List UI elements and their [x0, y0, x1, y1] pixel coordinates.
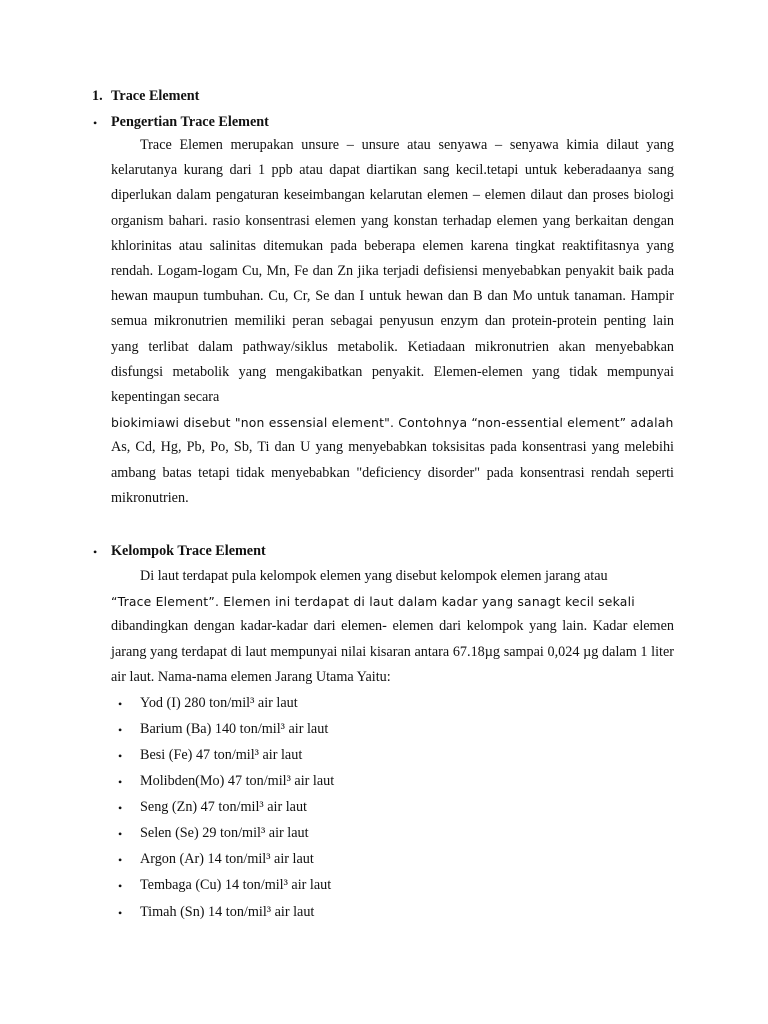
heading-title: Trace Element: [111, 88, 200, 104]
list-item: Molibden(Mo) 47 ton/mil³ air laut: [140, 773, 335, 789]
section1-paragraph-a: Trace Elemen merupakan unsure – unsure atau senyawa – senyawa kimia dilaut yang kelarutanya kurang dari 1 ppb atau dapat diartikan sang kecil.tetapi untuk keberadaanya sang diperlukan dalam pengaturan keseimbangan kelarutan elemen – elemen dilaut dan proses biologi organism bahari. rasio konsentrasi elemen yang konstan terhadap elemen yang berkaitan dengan khlorinitas atau salinitas ditemukan pada beberapa elemen karena tingkat reaktifitasnya yang rendah. Logam-logam Cu, Mn, Fe dan Zn jika terjadi defisiensi menyebabkan penyakit baik pada hewan maupun tumbuhan. Cu, Cr, Se dan I untuk hewan dan B dan Mo untuk tanaman. Hampir semua mikronutrien memiliki peran sebagai penyusun enzym dan protein-protein penting lain yang terlibat dalam pathway/siklus metabolik. Ketiadaan mikronutrien akan menyebabkan disfungsi metabolik yang mengakibatkan penyakit. Elemen-elemen yang tidak mempunyai kepentingan secara: [111, 137, 674, 406]
section1-body: [111, 133, 674, 511]
list-item: Besi (Fe) 47 ton/mil³ air laut: [140, 747, 303, 763]
list-item: Argon (Ar) 14 ton/mil³ air laut: [140, 851, 314, 867]
section2-title: Kelompok Trace Element: [111, 543, 266, 559]
bullet-icon: •: [118, 801, 123, 815]
bullet-icon: •: [118, 827, 123, 841]
list-item: Seng (Zn) 47 ton/mil³ air laut: [140, 799, 307, 815]
bullet-icon: •: [118, 906, 123, 920]
bullet-icon: •: [118, 853, 123, 867]
section1-paragraph-b: As, Cd, Hg, Pb, Po, Sb, Ti dan U yang menyebabkan toksisitas pada konsentrasi yang melebihi ambang batas tetapi tidak menyebabkan "deficiency disorder" pada konsentrasi rendah seperti mikronutrien.: [111, 439, 674, 506]
section1-sans-line: biokimiawi disebut "non essensial element". Contohnya “non-essential element” adalah: [111, 415, 674, 431]
bullet-icon: •: [93, 545, 98, 559]
bullet-icon: •: [118, 775, 123, 789]
section2-paragraph-b: dibandingkan dengan kadar-kadar dari elemen- elemen dari kelompok yang lain. Kadar elemen jarang yang terdapat di laut mempunyai nilai kisaran antara 67.18µg sampai 0,024 µg dalam 1 liter air laut. Nama-nama elemen Jarang Utama Yaitu:: [111, 618, 674, 685]
section1-title: Pengertian Trace Element: [111, 114, 269, 130]
list-item: Tembaga (Cu) 14 ton/mil³ air laut: [140, 877, 332, 893]
list-item: Timah (Sn) 14 ton/mil³ air laut: [140, 904, 315, 920]
list-item: Selen (Se) 29 ton/mil³ air laut: [140, 825, 309, 841]
section2-line1: Di laut terdapat pula kelompok elemen yang disebut kelompok elemen jarang atau: [140, 568, 608, 584]
heading-number: 1.: [92, 88, 103, 104]
list-item: Yod (I) 280 ton/mil³ air laut: [140, 695, 298, 711]
list-item: Barium (Ba) 140 ton/mil³ air laut: [140, 721, 329, 737]
bullet-icon: •: [118, 879, 123, 893]
bullet-icon: •: [118, 749, 123, 763]
section2-sans-line: “Trace Element”. Elemen ini terdapat di laut dalam kadar yang sanagt kecil sekali: [111, 594, 635, 610]
bullet-icon: •: [118, 697, 123, 711]
bullet-icon: •: [93, 116, 98, 130]
bullet-icon: •: [118, 723, 123, 737]
section2-body: [111, 564, 674, 690]
